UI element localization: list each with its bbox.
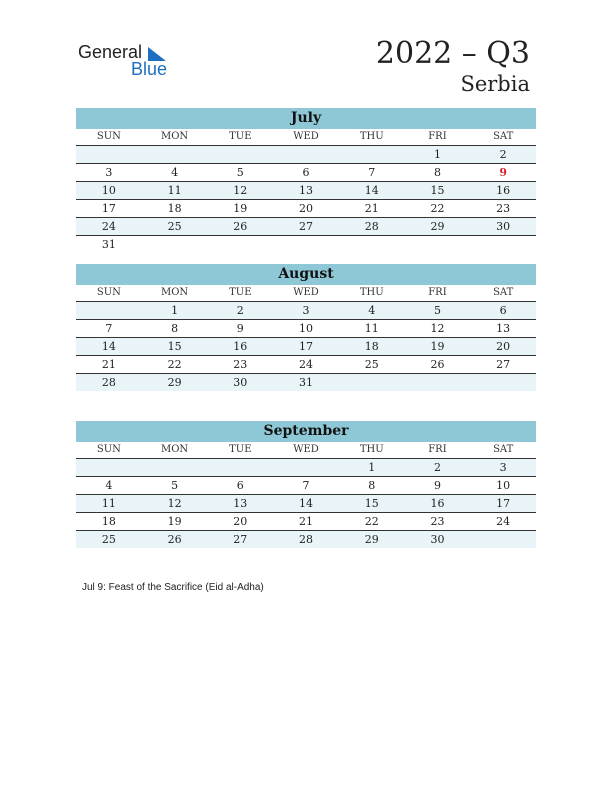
day-cell: 22 [430, 202, 445, 215]
weekday-label: MON [160, 131, 189, 142]
week-row [76, 495, 536, 513]
weekday-label: THU [359, 287, 384, 298]
day-cell: 23 [496, 202, 511, 215]
day-cell: 10 [101, 184, 116, 197]
weekday-label: WED [293, 287, 319, 298]
day-cell: 1 [433, 148, 441, 161]
month-title: September [76, 421, 536, 442]
day-cell: 7 [368, 166, 376, 179]
page-title: 2022 – Q3 [375, 36, 530, 71]
day-cell: 9 [433, 479, 441, 492]
day-cell: 31 [101, 238, 116, 251]
day-cell: 28 [101, 376, 116, 389]
empty-day-cell [273, 236, 339, 253]
weekday-label: TUE [229, 287, 252, 298]
week-row [76, 477, 536, 495]
month-title: August [76, 264, 536, 285]
week-row [76, 200, 536, 218]
empty-day-cell [339, 374, 405, 391]
day-cell: 7 [302, 479, 310, 492]
day-cell: 30 [430, 533, 445, 546]
empty-day-cell [76, 302, 142, 319]
week-row [76, 182, 536, 200]
day-cell: 31 [299, 376, 314, 389]
month-calendar-august [76, 264, 536, 391]
day-cell: 15 [167, 340, 182, 353]
day-cell: 4 [368, 304, 376, 317]
day-cell: 12 [167, 497, 182, 510]
week-row [76, 164, 536, 182]
weekday-label: SUN [96, 287, 121, 298]
weekday-label: SAT [493, 131, 514, 142]
day-cell: 27 [233, 533, 248, 546]
week-row [76, 302, 536, 320]
empty-day-cell [76, 146, 142, 163]
day-cell: 6 [302, 166, 310, 179]
day-cell: 16 [233, 340, 248, 353]
month-calendar-september [76, 421, 536, 548]
weekday-header-row [76, 129, 536, 146]
day-cell: 7 [105, 322, 113, 335]
day-cell: 25 [101, 533, 116, 546]
brand-logo [78, 42, 178, 82]
week-row [76, 513, 536, 531]
logo-blue-text: Blue [131, 59, 168, 79]
day-cell: 5 [433, 304, 441, 317]
day-cell: 4 [171, 166, 179, 179]
day-cell: 24 [101, 220, 116, 233]
day-cell: 18 [101, 515, 116, 528]
empty-day-cell [142, 236, 208, 253]
weekday-label: SUN [96, 131, 121, 142]
day-cell: 26 [233, 220, 248, 233]
weekday-label: FRI [428, 287, 447, 298]
day-cell: 1 [368, 461, 376, 474]
weekday-label: THU [359, 131, 384, 142]
empty-day-cell [470, 374, 536, 391]
day-cell: 15 [430, 184, 445, 197]
empty-day-cell [273, 146, 339, 163]
day-cell: 17 [299, 340, 314, 353]
week-row [76, 338, 536, 356]
empty-day-cell [339, 236, 405, 253]
week-row [76, 374, 536, 391]
weekday-label: FRI [428, 444, 447, 455]
empty-day-cell [405, 374, 471, 391]
day-cell: 10 [299, 322, 314, 335]
day-cell: 14 [299, 497, 314, 510]
day-cell: 24 [496, 515, 511, 528]
day-cell: 2 [433, 461, 441, 474]
day-cell: 17 [101, 202, 116, 215]
weekday-label: SUN [96, 444, 121, 455]
day-cell: 19 [233, 202, 248, 215]
day-cell: 5 [171, 479, 179, 492]
day-cell: 1 [171, 304, 179, 317]
empty-day-cell [76, 459, 142, 476]
day-cell: 16 [430, 497, 445, 510]
day-cell: 21 [364, 202, 379, 215]
week-row [76, 459, 536, 477]
day-cell: 24 [299, 358, 314, 371]
day-cell: 21 [101, 358, 116, 371]
day-cell: 11 [167, 184, 182, 197]
day-cell: 27 [496, 358, 511, 371]
empty-day-cell [142, 459, 208, 476]
day-cell: 3 [302, 304, 310, 317]
day-cell: 9 [499, 166, 507, 179]
day-cell: 26 [430, 358, 445, 371]
day-cell: 26 [167, 533, 182, 546]
weekday-label: MON [160, 444, 189, 455]
day-cell: 22 [167, 358, 182, 371]
day-cell: 25 [167, 220, 182, 233]
day-cell: 16 [496, 184, 511, 197]
empty-day-cell [273, 459, 339, 476]
day-cell: 13 [496, 322, 511, 335]
week-row [76, 356, 536, 374]
day-cell: 27 [299, 220, 314, 233]
day-cell: 20 [496, 340, 511, 353]
day-cell: 3 [499, 461, 507, 474]
day-cell: 18 [364, 340, 379, 353]
empty-day-cell [207, 236, 273, 253]
day-cell: 2 [236, 304, 244, 317]
weekday-label: TUE [229, 444, 252, 455]
week-row [76, 218, 536, 236]
empty-day-cell [470, 236, 536, 253]
weekday-header-row [76, 285, 536, 302]
day-cell: 12 [233, 184, 248, 197]
day-cell: 30 [496, 220, 511, 233]
weekday-label: WED [293, 131, 319, 142]
empty-day-cell [207, 459, 273, 476]
empty-day-cell [142, 146, 208, 163]
weekday-label: FRI [428, 131, 447, 142]
day-cell: 6 [499, 304, 507, 317]
day-cell: 29 [364, 533, 379, 546]
holiday-note: Jul 9: Feast of the Sacrifice (Eid al-Adha) [82, 582, 264, 593]
day-cell: 20 [233, 515, 248, 528]
week-row [76, 320, 536, 338]
empty-day-cell [470, 531, 536, 548]
week-row [76, 531, 536, 548]
day-cell: 5 [236, 166, 244, 179]
weekday-label: SAT [493, 444, 514, 455]
day-cell: 14 [101, 340, 116, 353]
day-cell: 13 [299, 184, 314, 197]
month-calendar-july [76, 108, 536, 253]
empty-day-cell [207, 146, 273, 163]
day-cell: 21 [299, 515, 314, 528]
logo-general-text: General [78, 42, 143, 62]
day-cell: 22 [364, 515, 379, 528]
day-cell: 11 [364, 322, 379, 335]
day-cell: 19 [430, 340, 445, 353]
day-cell: 29 [430, 220, 445, 233]
day-cell: 29 [167, 376, 182, 389]
day-cell: 8 [433, 166, 441, 179]
weekday-label: THU [359, 444, 384, 455]
day-cell: 8 [171, 322, 179, 335]
weekday-header-row [76, 442, 536, 459]
day-cell: 28 [364, 220, 379, 233]
weekday-label: MON [160, 287, 189, 298]
weekday-label: SAT [493, 287, 514, 298]
day-cell: 19 [167, 515, 182, 528]
day-cell: 13 [233, 497, 248, 510]
day-cell: 3 [105, 166, 113, 179]
day-cell: 8 [368, 479, 376, 492]
day-cell: 23 [430, 515, 445, 528]
day-cell: 28 [299, 533, 314, 546]
day-cell: 9 [236, 322, 244, 335]
day-cell: 14 [364, 184, 379, 197]
day-cell: 30 [233, 376, 248, 389]
week-row [76, 146, 536, 164]
day-cell: 6 [236, 479, 244, 492]
page-subtitle: Serbia [460, 72, 530, 96]
weekday-label: WED [293, 444, 319, 455]
day-cell: 23 [233, 358, 248, 371]
month-title: July [76, 108, 536, 129]
day-cell: 25 [364, 358, 379, 371]
day-cell: 18 [167, 202, 182, 215]
day-cell: 20 [299, 202, 314, 215]
day-cell: 15 [364, 497, 379, 510]
day-cell: 10 [496, 479, 511, 492]
day-cell: 2 [499, 148, 507, 161]
empty-day-cell [405, 236, 471, 253]
day-cell: 11 [101, 497, 116, 510]
week-row [76, 236, 536, 253]
empty-day-cell [339, 146, 405, 163]
day-cell: 12 [430, 322, 445, 335]
day-cell: 4 [105, 479, 113, 492]
weekday-label: TUE [229, 131, 252, 142]
day-cell: 17 [496, 497, 511, 510]
